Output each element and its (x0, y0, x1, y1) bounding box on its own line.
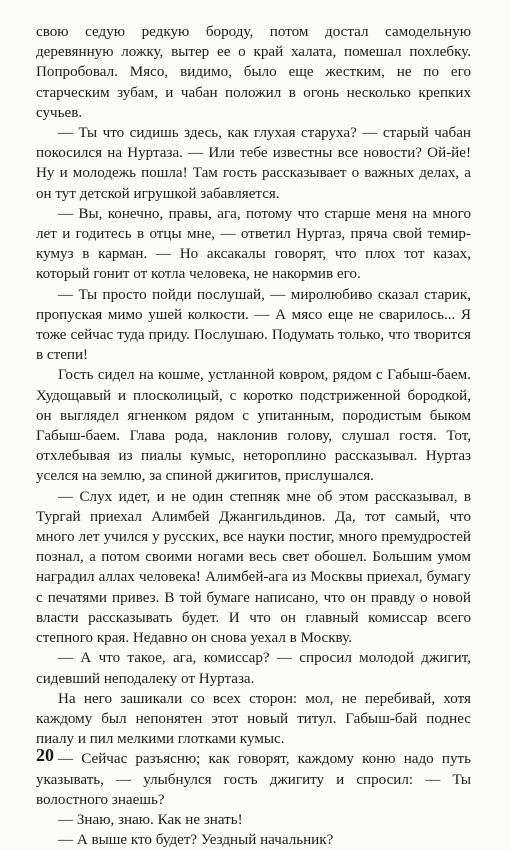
paragraph: — Ты просто пойди послушай, — миролюбиво сказал старик, пропуская мимо ушей колкости. — А мясо еще не сварилось... Я тоже сейчас туда приду. Послушаю. Подумать только, что творится в степи! (36, 286, 471, 364)
paragraph: — Ты что сидишь здесь, как глухая старуха? — старый чабан покосился на Нуртаза. — Или тебе известны все новости? Ой-йе! Ну и молодежь пошла! Там гость рассказывает о важных делах, а он тут детской игрушкой забавляется. (36, 125, 471, 202)
paragraph: — Вы, конечно, правы, ага, потому что старше меня на много лет и годитесь в отцы мне, — ответил Нуртаз, пряча свой темир-кумуз в карман. — Но аксакалы говорят, что плох тот казах, который гонит от котла человека, не накормив его. (36, 205, 471, 283)
paragraph: — Знаю, знаю. Как не знать! (58, 811, 243, 828)
paragraph: — Сейчас разъясню; как говорят, каждому коню надо путь указывать, — улыбнулся гость джигиту и спросил: — Ты волостного знаешь? (36, 751, 471, 808)
paragraph-continued: свою седую редкую бороду, потом достал самодельную деревянную ложку, вытер ее о край халата, помешал похлебку. Попробовал. Мясо, видимо, было еще жестким, не по его старческим зубам, и чабан положил в огонь несколько крепких сучьев. (36, 24, 471, 121)
paragraph: — Слух идет, и не один степняк мне об этом рассказывал, в Тургай приехал Алимбей Джангильдинов. Да, тот самый, что много лет учился у русских, все науки постиг, много премудростей познал, а потом своими ногами весь свет обошел. Большим умом наградил аллах человека! Алимбей-ага из Москвы приехал, бумагу с печатями привез. В той бумаге написано, что он правду о новой власти рассказывать будет. И что он главный комиссар всего степного края. Недавно он снова уехал в Москву. (36, 488, 471, 647)
page-number: 20 (36, 745, 54, 765)
body-text (36, 22, 471, 850)
paragraph: Гость сидел на кошме, устланной ковром, рядом с Габыш-баем. Худощавый и плосколицый, с коротко подстриженной бородкой, он выглядел ягненком рядом с упитанным, породистым быком Габыш-баем. Глава рода, наклонив голову, слушал гостя. Тот, отхлебывая из пиалы кумыс, нетороплино рассказывал. Нуртаз уселся на землю, за спиной джигитов, прислушался. (36, 367, 471, 485)
paragraph: На него зашикали со всех сторон: мол, не перебивай, хотя каждому был непонятен этот новый титул. Габыш-бай поднес пиалу и пил мелкими глотками кумыс. (36, 690, 471, 748)
paragraph: — А что такое, ага, комиссар? — спросил молодой джигит, сидевший неподалеку от Нуртаза. (36, 650, 471, 687)
paragraph: — А выше кто будет? Уездный начальник? (58, 832, 334, 849)
